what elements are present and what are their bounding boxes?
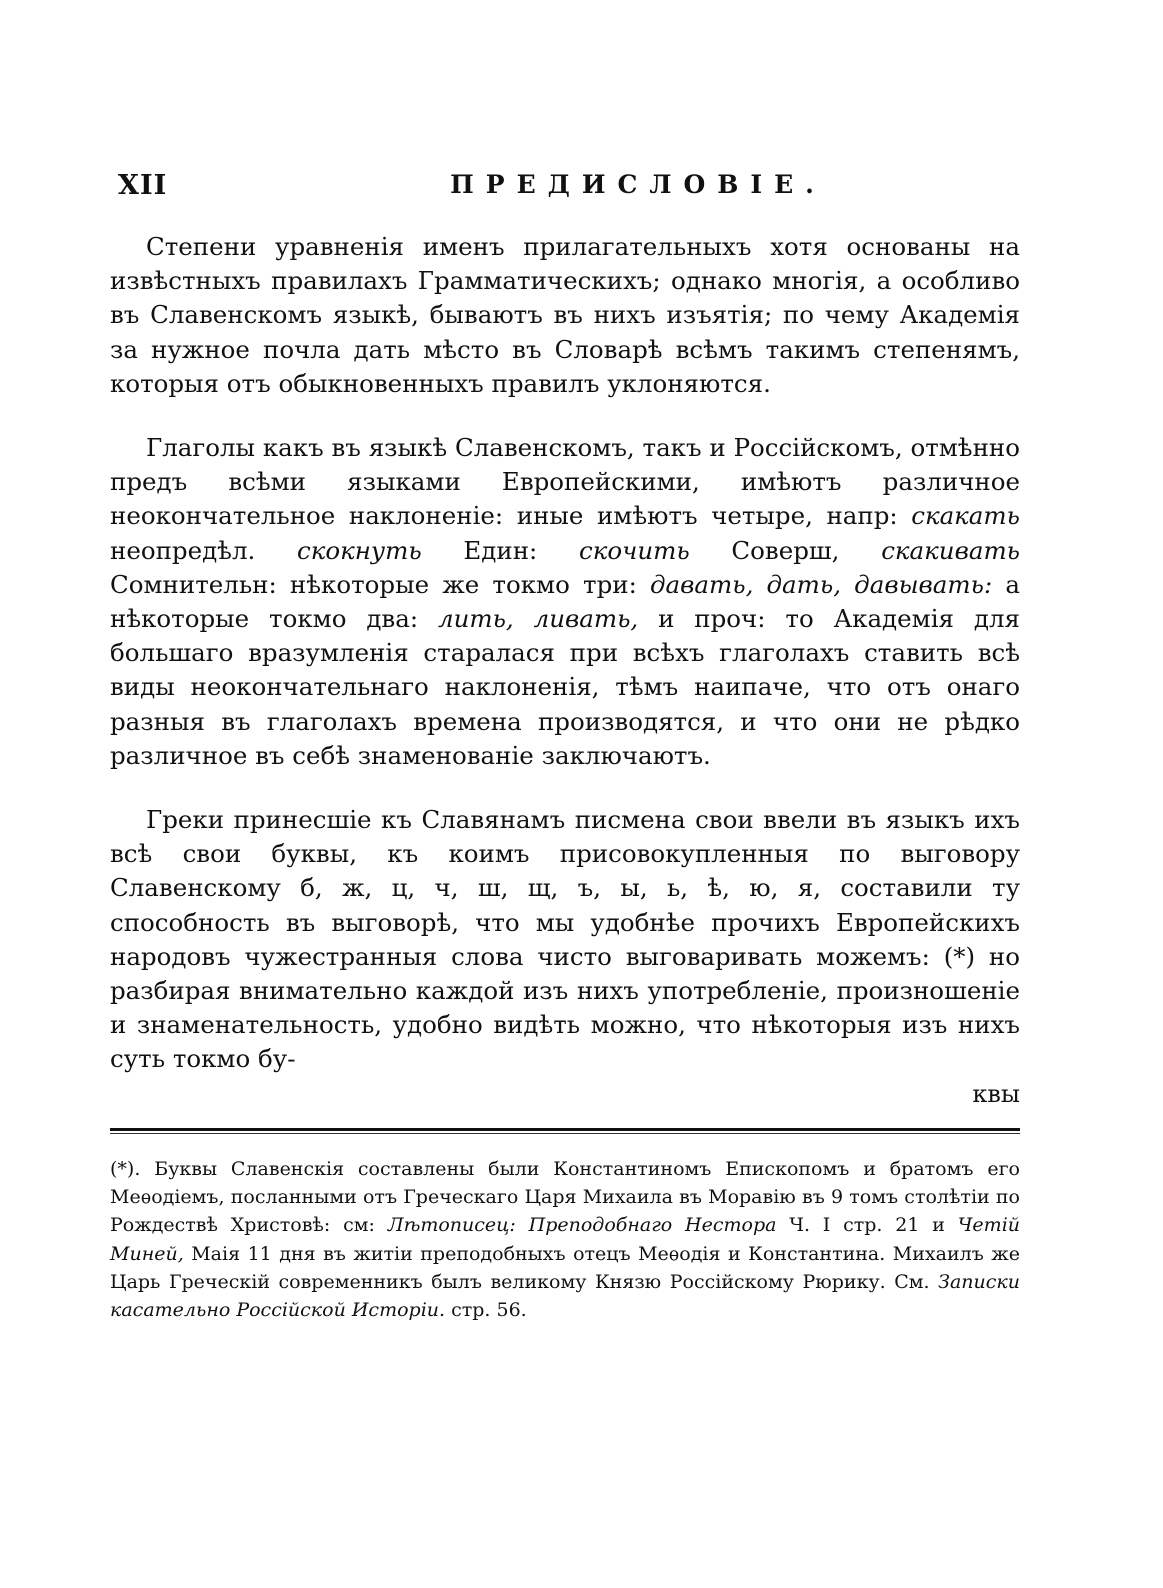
page-number: XII <box>118 170 168 201</box>
example-verb-skoknut: скокнуть <box>297 535 422 565</box>
paragraph-verbs-text-7: и проч: то Академія для большаго вразумленія старалася при всѣхъ глаголахъ ставить всѣ виды неокончательнаго наклоненія, тѣмъ наипаче, что отъ онаго разныя въ глаголахъ времена производятся, и что они не рѣдко различное въ себѣ знаменованіе заключаютъ. <box>110 604 1020 770</box>
running-head: ПРЕДИСЛОВІЕ. <box>450 170 826 199</box>
example-verbs-lit: лить, ливать, <box>437 604 639 634</box>
footnote-text-2: Ч. I стр. 21 и <box>776 1214 958 1237</box>
catchword: квы <box>972 1080 1020 1108</box>
paragraph-comparison-degrees: Степени уравненія именъ прилагательныхъ хотя основаны на извѣстныхъ правилахъ Грамматическихъ; однако многія, а особливо въ Славенскомъ языкѣ, бываютъ въ нихъ изъятія; по чему Академія за нужное почла дать мѣсто въ Словарѣ всѣмъ такимъ степенямъ, которыя отъ обыкновенныхъ правилъ уклоняются. <box>110 232 1020 398</box>
paragraph-verbs-text-4: Соверш, <box>689 535 882 565</box>
footnote-marker: (*). <box>110 1158 141 1180</box>
example-verb-skakivat: скакивать <box>881 535 1021 565</box>
body-text <box>110 230 1020 1077</box>
paragraph-verbs-text-6: а нѣкоторые токмо два: <box>110 569 1020 634</box>
paragraph-verbs-text-1: Глаголы какъ въ языкѣ Славенскомъ, такъ и Россійскомъ, отмѣнно предъ всѣми языками Европейскими, имѣютъ различное неокончательное наклоненіе: иные имѣютъ четыре, напр: <box>110 433 1020 531</box>
footnote-rule <box>110 1128 1020 1131</box>
page-header <box>118 170 1038 210</box>
paragraph-verbs-text-2: неопредѣл. <box>110 535 298 565</box>
footnote <box>110 1155 1020 1324</box>
footnote-rule-thin <box>110 1133 1020 1134</box>
footnote-text-4: стр. 56. <box>445 1299 527 1322</box>
paragraph-verbs-text-5: Сомнительн: нѣкоторые же токмо три: <box>110 569 650 599</box>
paragraph-verbs-text-3: Един: <box>421 535 580 565</box>
paragraph-verbs <box>110 431 1020 773</box>
footnote-text-1: Буквы Славенскія составлены были Константиномъ Епископомъ и братомъ его Меѳодіемъ, посланными отъ Греческаго Царя Михаила въ Моравію въ 9 томъ столѣтіи по Рождествѣ Христовѣ: см: <box>110 1158 1020 1237</box>
footnote-reference-nestor: Лѣтописец: Преподобнаго Нестора <box>387 1214 777 1237</box>
example-verb-skakat: скакать <box>911 501 1020 531</box>
example-verb-skochit: скочить <box>579 535 690 565</box>
example-verbs-davat: давать, дать, давывать: <box>650 569 993 599</box>
paragraph-greek-letters: Греки принесшіе къ Славянамъ писмена свои ввели въ языкъ ихъ всѣ свои буквы, къ коимъ присовокупленныя по выговору Славенскому б, ж, ц, ч, ш, щ, ъ, ы, ь, ѣ, ю, я, составили ту способность въ выговорѣ, что мы удобнѣе прочихъ Европейскихъ народовъ чужестранныя слова чисто выговаривать можемъ: (*) но разбирая внимательно каждой изъ нихъ употребленіе, произношеніе и знаменательность, удобно видѣть можно, что нѣкоторыя изъ нихъ суть токмо бу- <box>110 805 1020 1074</box>
footnote-text-3: Маія 11 дня въ житіи преподобныхъ отецъ Меѳодія и Константина. Михаилъ же Царь Греческій современникъ былъ великому Князю Россійскому Рюрику. См. <box>110 1242 1020 1293</box>
footnote-reference-minei: Четій Миней, <box>110 1214 1021 1265</box>
footnote-reference-zapiski: Записки касательно Россійской Исторіи. <box>110 1270 1020 1322</box>
